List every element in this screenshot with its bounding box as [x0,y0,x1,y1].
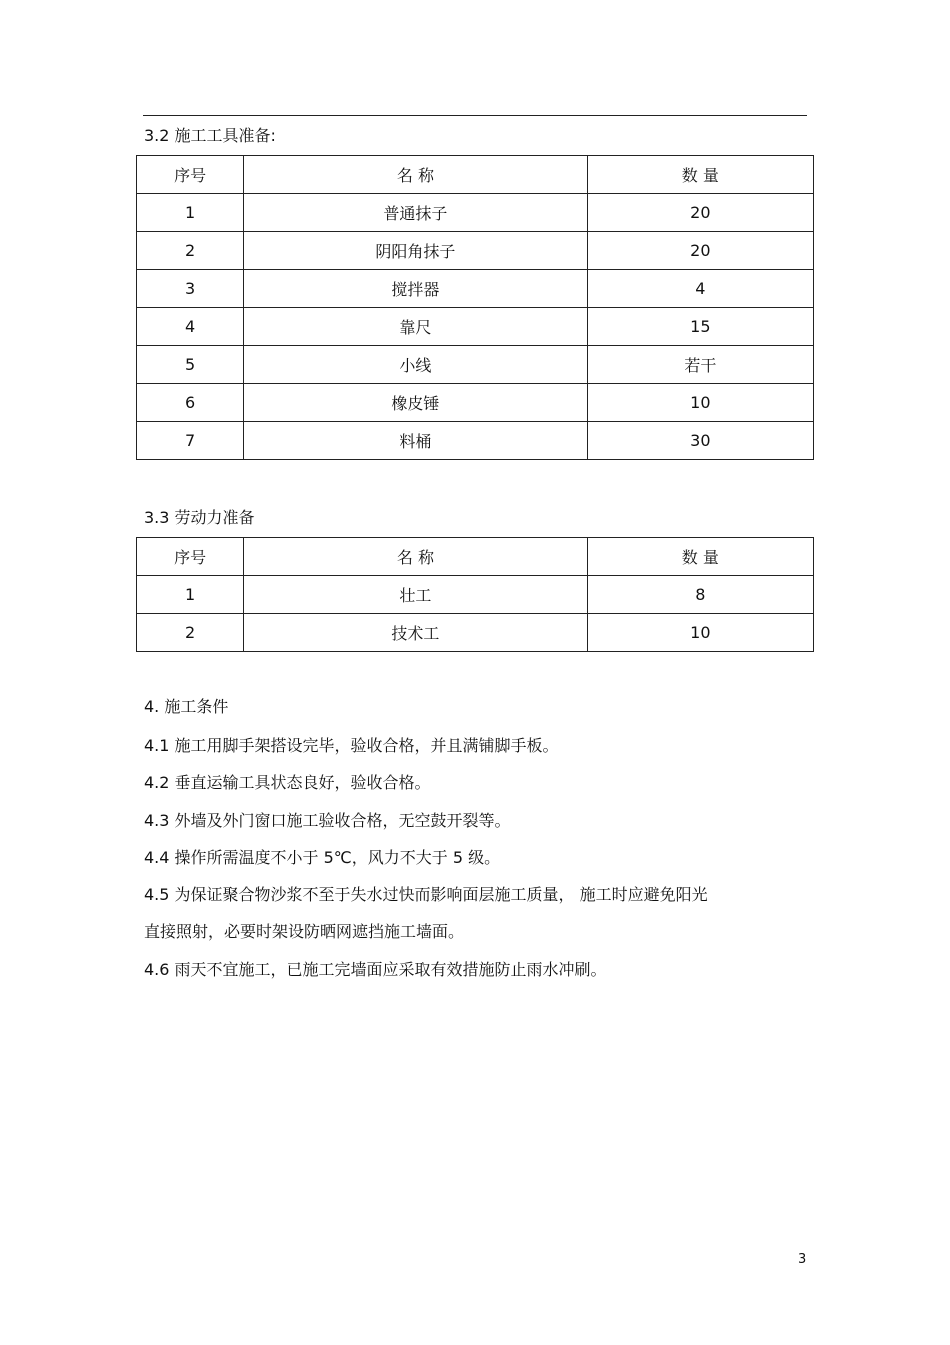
condition-4-1: 4.1 施工用脚手架搭设完毕，验收合格，并且满铺脚手板。 [144,736,559,755]
condition-4-2: 4.2 垂直运输工具状态良好，验收合格。 [144,773,431,792]
cell-name: 靠尺 [244,308,588,346]
table-header-row [137,538,814,576]
column-header-index: 序号 [137,538,244,576]
cell-name: 搅拌器 [244,270,588,308]
tools-table [136,155,814,460]
cell-name: 阴阳角抹子 [244,232,588,270]
table-row [137,270,814,308]
section-3-2-heading: 3.2 施工工具准备: [144,126,276,145]
cell-name: 普通抹子 [244,194,588,232]
header-rule [143,115,807,116]
cell-index: 1 [137,194,244,232]
cell-quantity: 20 [587,194,813,232]
table-row [137,194,814,232]
cell-name: 料桶 [244,422,588,460]
condition-4-3: 4.3 外墙及外门窗口施工验收合格，无空鼓开裂等。 [144,811,511,830]
table-row [137,308,814,346]
table-row [137,232,814,270]
column-header-name: 名 称 [244,538,588,576]
cell-quantity: 30 [587,422,813,460]
cell-name: 橡皮锤 [244,384,588,422]
cell-quantity: 10 [587,614,813,652]
table-row [137,384,814,422]
cell-index: 7 [137,422,244,460]
cell-name: 壮工 [244,576,588,614]
column-header-index: 序号 [137,156,244,194]
table-row [137,576,814,614]
condition-4-4: 4.4 操作所需温度不小于 5℃，风力不大于 5 级。 [144,848,501,867]
cell-name: 技术工 [244,614,588,652]
page-number: 3 [798,1252,807,1267]
condition-4-5-continued: 直接照射，必要时架设防晒网遮挡施工墙面。 [144,922,465,941]
cell-index: 6 [137,384,244,422]
column-header-quantity: 数 量 [587,156,813,194]
condition-4-6: 4.6 雨天不宜施工，已施工完墙面应采取有效措施防止雨水冲刷。 [144,960,607,979]
labor-table [136,537,814,652]
column-header-quantity: 数 量 [587,538,813,576]
cell-name: 小线 [244,346,588,384]
cell-index: 1 [137,576,244,614]
condition-4-5: 4.5 为保证聚合物沙浆不至于失水过快而影响面层施工质量， 施工时应避免阳光 [144,885,708,904]
cell-quantity: 20 [587,232,813,270]
cell-quantity: 15 [587,308,813,346]
column-header-name: 名 称 [244,156,588,194]
table-row [137,346,814,384]
cell-quantity: 4 [587,270,813,308]
table-header-row [137,156,814,194]
cell-index: 3 [137,270,244,308]
cell-index: 2 [137,232,244,270]
cell-index: 5 [137,346,244,384]
cell-quantity: 10 [587,384,813,422]
section-3-3-heading: 3.3 劳动力准备 [144,508,255,527]
table-row [137,614,814,652]
cell-index: 4 [137,308,244,346]
table-row [137,422,814,460]
cell-quantity: 若干 [587,346,813,384]
cell-index: 2 [137,614,244,652]
cell-quantity: 8 [587,576,813,614]
section-4-heading: 4. 施工条件 [144,697,229,716]
